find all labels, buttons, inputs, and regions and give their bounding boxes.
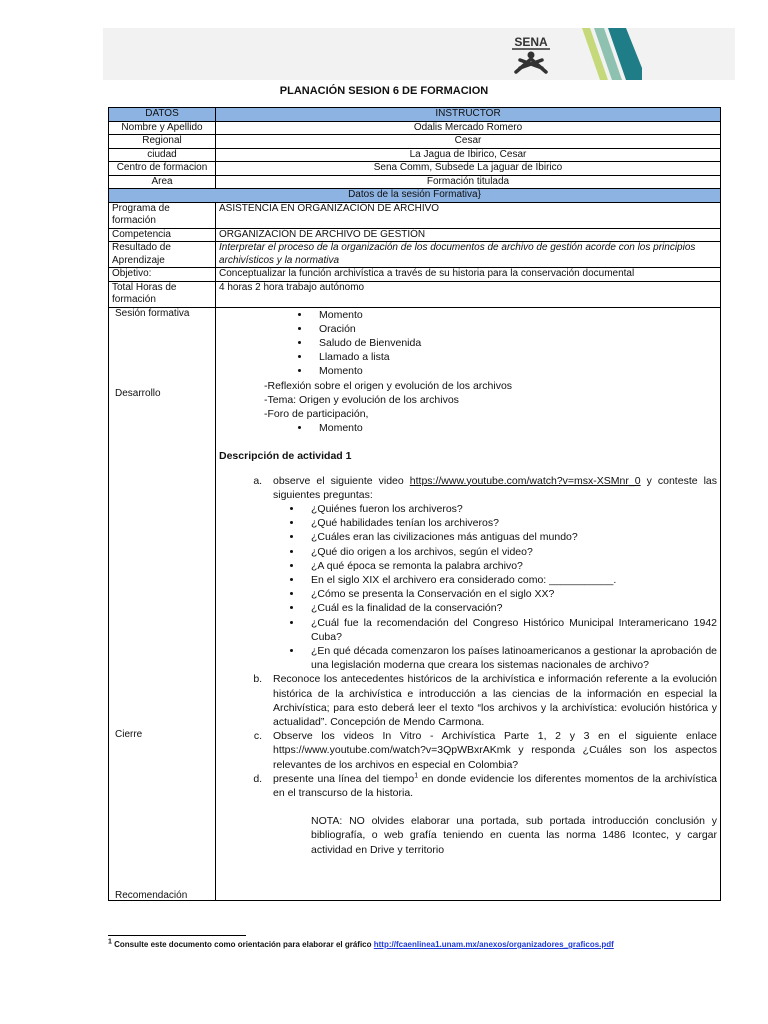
list-item: • Momento	[311, 364, 717, 378]
footnote-mark: 1	[108, 938, 112, 946]
document-title: PLANACIÓN SESION 6 DE FORMACION	[279, 85, 489, 97]
question-item: • ¿Qué habilidades tenían los archiveros?	[303, 516, 717, 530]
row-objetivo	[109, 268, 721, 282]
question-list	[273, 502, 717, 672]
footnote	[108, 940, 614, 949]
session-plan-table	[108, 107, 721, 901]
footnote-rule	[108, 935, 246, 936]
nota-text: NOTA: NO olvides elaborar una portada, sub portada introducción conclusión y bibliografía, o web grafía teniendo en cuenta las norma 1486 Icontec, y cargar actividad en Drive y territorio	[311, 815, 717, 856]
plain-line: -Foro de participación,	[264, 407, 369, 420]
section-bar: Datos de la sesión Formativa}	[109, 189, 721, 203]
list-item: • Oración	[311, 322, 717, 336]
session-content-cell	[216, 307, 721, 900]
header-row	[109, 108, 721, 122]
value-centro: Sena Comm, Subsede La jaguar de Ibirico	[216, 162, 721, 176]
value-programa: ASISTENCIA EN ORGANIZACIÓN DE ARCHIVO	[216, 202, 721, 228]
list-item: • Momento	[311, 421, 717, 435]
item-a-text: observe el siguiente video	[273, 474, 404, 487]
intro-bullets	[219, 308, 717, 379]
closing-bullet	[219, 421, 717, 435]
header-instructor: INSTRUCTOR	[216, 108, 721, 122]
row-regional	[109, 135, 721, 149]
row-ciudad	[109, 148, 721, 162]
item-a-tail: y conteste las siguientes preguntas:	[273, 474, 718, 501]
activity-item-a	[265, 474, 717, 673]
question-item: • ¿Cuál es la finalidad de la conservación?	[303, 601, 717, 615]
value-objetivo: Conceptualizar la función archivística a través de su historia para la conservación documental	[216, 268, 721, 282]
list-item: • Llamado a lista	[311, 350, 717, 364]
row-nombre	[109, 121, 721, 135]
question-item: • ¿Qué dio origen a los archivos, según el video?	[303, 545, 717, 559]
label-recomendacion: Recomendación	[115, 889, 188, 901]
label-competencia: Competencia	[109, 228, 216, 242]
list-item: • Momento	[311, 308, 717, 322]
row-centro	[109, 162, 721, 176]
label-ciudad: ciudad	[109, 148, 216, 162]
label-regional: Regional	[109, 135, 216, 149]
label-horas: Total Horas de formación	[109, 281, 216, 307]
value-horas: 4 horas 2 hora trabajo autónomo	[216, 281, 721, 307]
question-item: • ¿En qué década comenzaron los países latinoamericanos a gestionar la aprobación de una legislación moderna que creara los sistemas nacionales de archivo?	[303, 644, 717, 672]
row-horas	[109, 281, 721, 307]
header-datos: DATOS	[109, 108, 216, 122]
video-link[interactable]: https://www.youtube.com/watch?v=msx-XSMnr_0	[409, 474, 641, 487]
label-cierre: Cierre	[115, 728, 143, 740]
footnote-text: Consulte este documento como orientación para elaborar el gráfico	[111, 940, 374, 949]
activity-list	[219, 474, 717, 801]
question-item: • ¿Quiénes fueron los archiveros?	[303, 502, 717, 516]
label-nombre: Nombre y Apellido	[109, 121, 216, 135]
activity-item-b: b. Reconoce los antecedentes históricos de la archivística e información referente a la evolución histórica de la archivística e introducción a las ciencias de la información en especial la Archivística; para esto deberá leer el texto “los archivos y la archivística: evolución histórica y actualidad”. Concepción de Mendo Carmona.	[265, 672, 717, 729]
question-item: • ¿A qué época se remonta la palabra archivo?	[303, 559, 717, 573]
value-area: Formación titulada	[216, 175, 721, 189]
footnote-ref: 1	[414, 772, 419, 780]
value-resultado: Interpretar el proceso de la organización de los documentos de archivo de gestión acorde con los principios archivísticos y la normativa	[216, 242, 721, 268]
row-session	[109, 307, 721, 900]
label-objetivo: Objetivo:	[109, 268, 216, 282]
header-stripes	[582, 28, 642, 80]
label-sesion: Sesión formativa	[115, 307, 190, 319]
item-d-before: presente una línea del tiempo	[273, 772, 415, 785]
activity-item-d	[265, 772, 717, 800]
logo-text: SENA	[514, 35, 548, 49]
plain-line: -Reflexión sobre el origen y evolución de los archivos	[264, 379, 513, 392]
label-centro: Centro de formacion	[109, 162, 216, 176]
row-programa	[109, 202, 721, 228]
label-programa: Programa de formación	[109, 202, 216, 228]
footnote-link[interactable]: http://fcaenlinea1.unam.mx/anexos/organizadores_graficos.pdf	[373, 940, 614, 949]
value-competencia: ORGANIZACIÓN DE ARCHIVO DE GESTIÓN	[216, 228, 721, 242]
label-area: Area	[109, 175, 216, 189]
value-ciudad: La Jagua de Ibirico, Cesar	[216, 148, 721, 162]
item-d-after: en donde evidencie los diferentes momentos de la archivística en el transcurso de la historia.	[273, 772, 717, 799]
label-desarrollo: Desarrollo	[115, 387, 161, 399]
section-bar-row	[109, 189, 721, 203]
question-item: • ¿Cuál fue la recomendación del Congreso Histórico Municipal Interamericano 1942 Cuba?	[303, 616, 717, 644]
question-item: • En el siglo XIX el archivero era considerado como: ___________.	[303, 573, 717, 587]
label-resultado: Resultado de Aprendizaje	[109, 242, 216, 268]
row-area	[109, 175, 721, 189]
activity-item-c: c. Observe los videos In Vitro - Archivística Parte 1, 2 y 3 en el siguiente enlace https://www.youtube.com/watch?v=3QpWBxrAKmk y responda ¿Cuáles son los aspectos relevantes de los archivos en especial en Colombia?	[265, 729, 717, 772]
value-regional: Cesar	[216, 135, 721, 149]
question-item: • ¿Cuáles eran las civilizaciones más antiguas del mundo?	[303, 530, 717, 544]
sena-logo	[498, 34, 564, 76]
question-item: • ¿Cómo se presenta la Conservación en el siglo XX?	[303, 587, 717, 601]
row-resultado	[109, 242, 721, 268]
row-competencia	[109, 228, 721, 242]
session-labels-cell	[109, 307, 216, 900]
activity-title: Descripción de actividad 1	[219, 450, 352, 463]
plain-line: -Tema: Origen y evolución de los archivos	[264, 393, 459, 406]
value-nombre: Odalis Mercado Romero	[216, 121, 721, 135]
list-item: • Saludo de Bienvenida	[311, 336, 717, 350]
